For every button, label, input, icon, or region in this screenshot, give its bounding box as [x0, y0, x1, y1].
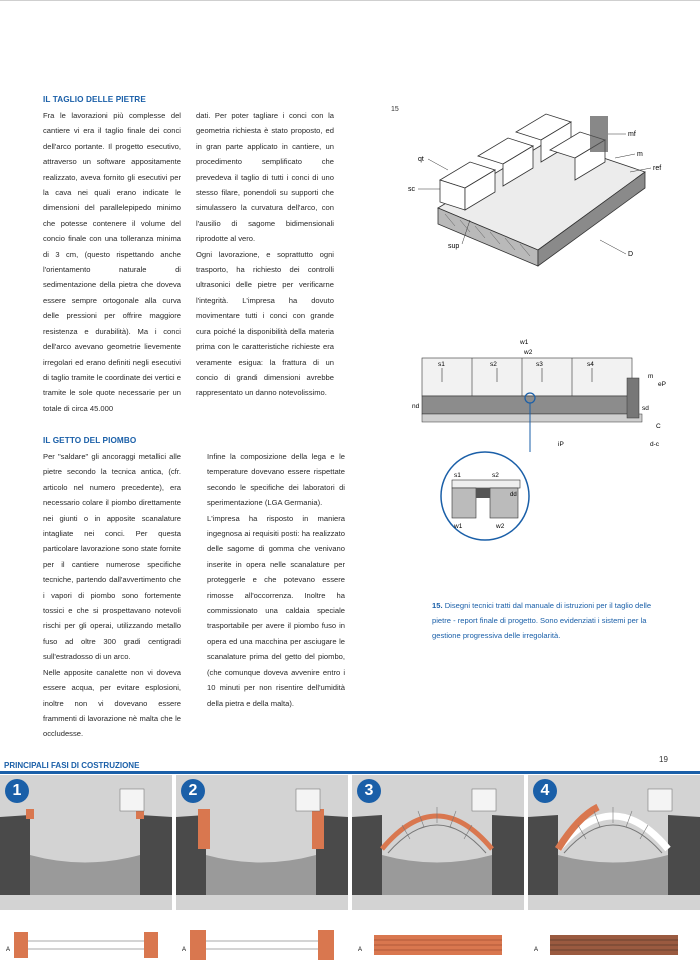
paragraph: dati. Per poter tagliare i conci con la geometria richiesta è stato proposto, ed in gran parte applicato in cantiere, un procedimento semplificato che prevedeva il taglio di tutti i conci di uno stesso filare, ponendoli su supporti che simulassero la curvatura dell'arco, con l'ausilio di sagome bidimensionali riprodotte al vero. [196, 111, 334, 244]
label-s1: s1 [438, 361, 445, 368]
figure-number: 15 [391, 106, 399, 113]
phases-title: PRINCIPALI FASI DI COSTRUZIONE [4, 761, 140, 770]
label-s2: s2 [490, 361, 497, 368]
detail-label-s1: s1 [454, 472, 461, 479]
label-C: C [656, 423, 661, 430]
section-title-getto: IL GETTO DEL PIOMBO [43, 436, 137, 445]
detail-circle [430, 450, 540, 542]
phase-badge-3: 3 [357, 779, 381, 803]
paragraph: Fra le lavorazioni più complesse del cantiere vi era il taglio finale dei conci dell'arco portante. Il progetto esecutivo, attraverso un software appositamente realizzato, aveva fornito gli esecutivi per la cava nei quali erano indicate le dimensioni del parallelepipedo minimo che potesse contenere il volume del concio finale con una tolleranza minima di 3 cm, (questo rispettando anche l'orientamento naturale di sedimentazione della pietra che doveva essere sempre ortogonale alla curva delle pressioni per offrire maggiore resistenza e durabilità). Ma i conci dell'arco avevano geometrie lievemente irregolari ed erano definiti negli esecutivi di taglio tramite le coordinate dei vertici e tramite le sole quote necessarie per un totale di circa 45.000 [43, 111, 181, 413]
label-s3: s3 [536, 361, 543, 368]
label-mf: mf [628, 131, 636, 138]
caption-number: 15. [432, 601, 443, 610]
label-m2: m [648, 373, 654, 380]
detail-label-w2: w2 [496, 523, 505, 530]
phase-panel-2 [176, 775, 348, 972]
plan-label: A [6, 947, 11, 953]
caption-text: Disegni tecnici tratti dal manuale di istruzioni per il taglio delle pietre - report finale di progetto. Sono evidenziati i sistemi per la gestione progressiva delle irregolarità. [432, 601, 652, 640]
phase-badge-1: 1 [5, 779, 29, 803]
section-drawing [412, 338, 672, 453]
phase-badge-4: 4 [533, 779, 557, 803]
plan-label: A [182, 947, 187, 953]
label-m: m [637, 151, 643, 158]
label-sup: sup [448, 243, 460, 250]
paragraph: Per "saldare" gli ancoraggi metallici alle pietre secondo la tecnica antica, (cfr. articolo nel numero precedente), era necessario colare il piombo direttamente nei giunti o in apposite scanalature intagliate nei conci. Per questa particolare lavorazione sono state fornite per il cantiere numerose specifiche tecniche, partendo dall'avvertimento che i vapori di piombo sono fortemente tossici e che si prospettavano notevoli rischi per gli operai, utilizzando metallo fuso ad oltre 300 gradi centigradi sull'estradosso di un arco. [43, 452, 181, 662]
phase-badge-2: 2 [181, 779, 205, 803]
label-s4: s4 [587, 361, 594, 368]
isometric-drawing [400, 110, 680, 270]
label-w2: w2 [524, 349, 533, 356]
label-D: D [628, 251, 634, 258]
paragraph: Nelle apposite canalette non vi doveva essere acqua, per evitare esplosioni, inoltre non vi dovevano essere frammenti di lavorazione nè malta che le occludesse. [43, 667, 181, 739]
label-sc: sc [408, 186, 415, 193]
phase-2-drawing [176, 775, 348, 972]
phase-1-drawing [0, 775, 172, 972]
section-title-taglio: IL TAGLIO DELLE PIETRE [43, 95, 146, 104]
label-qt: qt [418, 156, 424, 163]
label-d-c: d-c [650, 441, 660, 448]
label-iP: iP [558, 441, 564, 448]
text-column-2 [196, 108, 334, 401]
label-ref: ref [653, 165, 662, 172]
phase-panel-3 [352, 775, 524, 972]
label-nd: nd [412, 403, 420, 410]
page-number: 19 [659, 755, 668, 764]
phase-panel-1 [0, 775, 172, 972]
phases-rule [0, 771, 700, 774]
detail-label-w1: w1 [454, 523, 463, 530]
plan-label: A [534, 947, 539, 953]
top-border [0, 0, 700, 1]
text-column-3 [43, 449, 181, 742]
text-column-1 [43, 108, 181, 416]
plan-label: A [358, 947, 363, 953]
paragraph: L'impresa ha risposto in maniera ingegnosa ai requisiti posti: ha realizzato delle sagome di gomma che venivano inserite in opera nelle scanalature per proteggerle e che potevano essere rimosse all'occorrenza. Inoltre ha commissionato una caldaia speciale trasportabile per avere il piombo fuso in opera ed una macchina per asciugare le scanalature prima del getto del piombo, (che comunque doveva avvenire entro i 10 minuti per non risentire dell'umidità della pietra e della malta). [207, 513, 345, 708]
detail-label-dd: dd [510, 492, 517, 498]
paragraph: Ogni lavorazione, e soprattutto ogni trasporto, ha richiesto dei controlli ultrasonici delle pietre per verificarne l'integrità. L'impresa ha dovuto movimentare tutti i conci con grande cura poiché la disponibilità della materia prima con le caratteristiche richieste era veramente esigua: la frattura di un concio di grandi dimensioni avrebbe rappresentato un danno notevolissimo. [196, 249, 334, 398]
label-eP: eP [658, 381, 666, 388]
phase-4-drawing [528, 775, 700, 972]
phase-panel-4 [528, 775, 700, 972]
label-sd: sd [642, 405, 649, 412]
phase-3-drawing [352, 775, 524, 972]
paragraph: Infine la composizione della lega e le temperature dovevano essere rispettate secondo le specifiche dei laboratori di sperimentazione (LGA Germania). [207, 452, 345, 508]
figure-caption [432, 598, 668, 643]
text-column-4 [207, 449, 345, 711]
label-w1: w1 [520, 339, 529, 346]
detail-label-s2: s2 [492, 472, 499, 479]
